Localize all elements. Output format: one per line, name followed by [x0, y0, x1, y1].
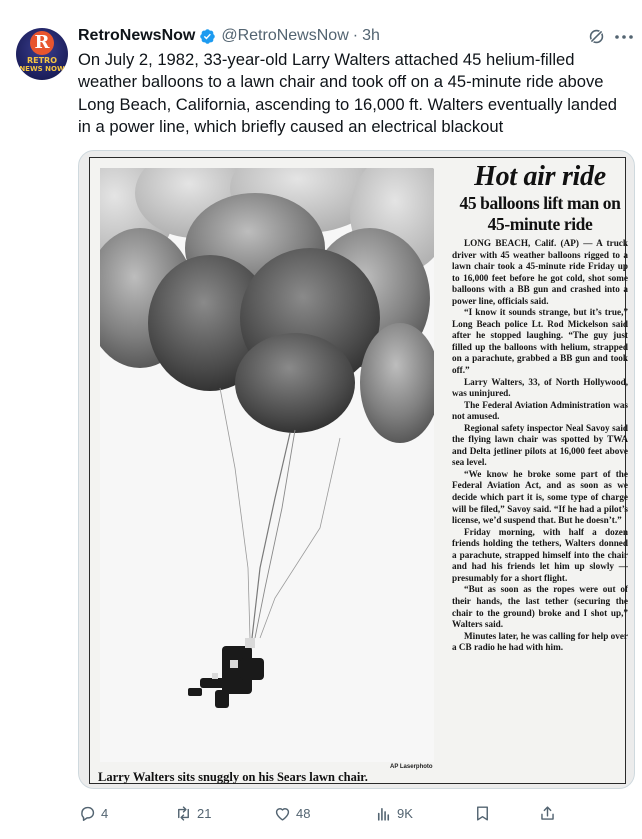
like-count: 48 — [296, 805, 311, 821]
views-button[interactable] — [374, 802, 413, 824]
share-icon — [538, 804, 557, 823]
repost-count: 21 — [197, 805, 212, 821]
avatar-logo-line1: RETRO — [26, 56, 58, 65]
reply-button[interactable] — [78, 802, 108, 824]
avatar-logo-line2: NEWS NOW — [19, 65, 65, 73]
avatar[interactable] — [16, 28, 68, 80]
heart-icon — [273, 804, 292, 823]
handle[interactable]: @RetroNewsNow — [221, 27, 349, 44]
article — [452, 162, 628, 654]
views-chart-icon — [374, 804, 393, 823]
article-subhead: 45 balloons lift man on 45-minute ride — [459, 193, 621, 234]
article-paragraph: Larry Walters, 33, of North Hollywood, was uninjured. — [452, 376, 628, 399]
article-paragraph: “I know it sounds strange, but it’s true,” Long Beach police Lt. Rod Mickelson said after he stopped laughing. “The guy just filled up the balloons with helium, strapped on a parachute, grabbed a BB gun and took off.” — [452, 307, 628, 376]
article-paragraph: “We know he broke some part of the Federal Aviation Act, and as soon as we decide which part it is, some type of charge will be filed,” Savoy said. “If he had a pilot’s license, we’d suspend that. But he doesn’t.” — [452, 468, 628, 526]
article-paragraph: LONG BEACH, Calif. (AP) — A truck driver with 45 weather balloons rigged to a lawn chair took a 45-minute ride Friday up to 16,000 feet before he got cold, shot some balloons with a BB gun and crashed into a power line, officials said. — [452, 238, 628, 306]
photo-credit: AP Laserphoto — [390, 764, 433, 770]
tweet-media[interactable] — [78, 150, 635, 789]
share-button[interactable] — [538, 802, 557, 824]
article-paragraph: Friday morning, with half a dozen friends holding the tethers, Walters donned a parachute, strapped himself into the chair and had his friends let him up slowly — presumably for a short flight. — [452, 526, 628, 583]
like-button[interactable] — [273, 802, 310, 824]
article-paragraph: Minutes later, he was calling for help over a CB radio he had with him. — [452, 630, 628, 653]
reply-count: 4 — [101, 805, 109, 821]
separator-dot: · — [352, 27, 359, 44]
repost-button[interactable] — [174, 802, 211, 824]
action-bar — [78, 802, 634, 824]
avatar-logo-letter: R — [30, 31, 54, 55]
tweet-header — [78, 26, 380, 46]
verified-badge-icon[interactable] — [199, 28, 216, 45]
photo-caption: Larry Walters sits snuggly on his Sears lawn chair. — [98, 770, 368, 784]
repost-icon — [174, 804, 193, 823]
reply-icon — [78, 804, 97, 823]
display-name[interactable]: RetroNewsNow — [78, 27, 196, 44]
bookmark-icon — [473, 804, 492, 823]
timestamp[interactable]: 3h — [362, 27, 380, 44]
article-headline: Hot air ride — [474, 161, 606, 192]
article-paragraph: Regional safety inspector Neal Savoy said the flying lawn chair was spotted by TWA and Delta jetliner pilots at 16,000 feet above sea level. — [452, 422, 628, 468]
article-paragraph: “But as soon as the ropes were out of their hands, the last tether (securing the chair to the ground) broke and I shot up,” Walters said. — [452, 584, 628, 630]
article-paragraph: The Federal Aviation Administration was not amused. — [452, 399, 628, 422]
more-options-icon[interactable] — [614, 34, 634, 40]
newspaper-clipping — [89, 157, 626, 784]
grok-icon[interactable] — [588, 28, 605, 45]
view-count: 9K — [397, 805, 413, 821]
article-body — [452, 238, 628, 654]
tweet-text: On July 2, 1982, 33-year-old Larry Walters attached 45 helium-filled weather balloons to a lawn chair and took off on a 45-minute ride above Long Beach, California, ascending to 16,000 ft. Walters eventually landed in a power line, which briefly caused an electrical blackout — [78, 50, 618, 136]
balloon-photo — [100, 168, 434, 762]
bookmark-button[interactable] — [473, 802, 492, 824]
